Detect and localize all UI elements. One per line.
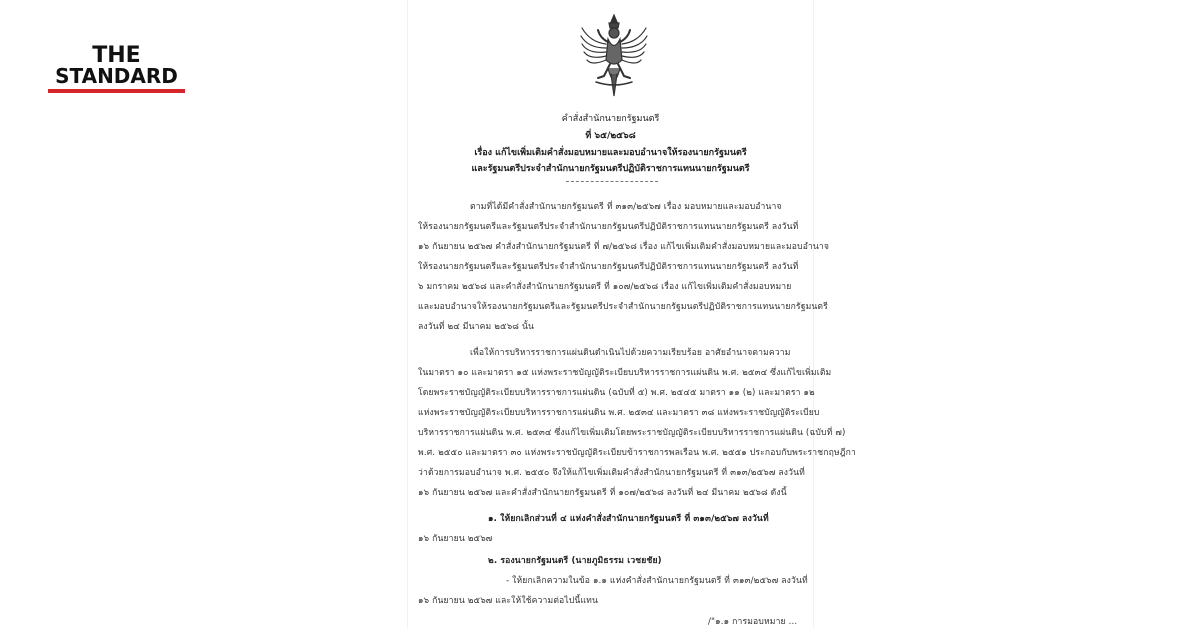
paragraph-2-line: เพื่อให้การบริหารราชการแผ่นดินดำเนินไปด้วยความเรียบร้อย อาศัยอำนาจตามความ xyxy=(470,348,791,358)
paragraph-2-line: ในมาตรา ๑๐ และมาตรา ๑๕ แห่งพระราชบัญญัติระเบียบบริหารราชการแผ่นดิน พ.ศ. ๒๕๓๔ ซึ่งแก้ไขเพิ่มเติม xyxy=(418,368,832,378)
item-1-continuation: ๑๖ กันยายน ๒๕๖๗ xyxy=(418,534,493,544)
brand-logo xyxy=(48,43,185,93)
page-continuation: /"๑.๑ การมอบหมาย ... xyxy=(708,617,798,627)
order-title: คำสั่งสำนักนายกรัฐมนตรี xyxy=(561,114,660,124)
garuda-emblem-icon xyxy=(578,12,650,98)
paragraph-2-line: แห่งพระราชบัญญัติระเบียบบริหารราชการแผ่นดิน พ.ศ. ๒๕๓๔ และมาตรา ๓๘ แห่งพระราชบัญญัติระเบียบ xyxy=(418,408,820,418)
brand-line-1: THE xyxy=(92,43,141,68)
paragraph-2-line: บริหารราชการแผ่นดิน พ.ศ. ๒๕๓๔ ซึ่งแก้ไขเพิ่มเติมโดยพระราชบัญญัติระเบียบบริหารราชการแผ่นดิน (ฉบับที่ ๗) xyxy=(418,428,846,438)
paragraph-1-line: ๖ มกราคม ๒๕๖๘ และคำสั่งสำนักนายกรัฐมนตรี ที่ ๑๐๗/๒๕๖๘ เรื่อง แก้ไขเพิ่มเติมคำสั่งมอบหมาย xyxy=(418,282,792,292)
paragraph-1-line: ให้รองนายกรัฐมนตรีและรัฐมนตรีประจำสำนักนายกรัฐมนตรีปฏิบัติราชการแทนนายกรัฐมนตรี ลงวันที่ xyxy=(418,222,799,232)
order-subject-2: และรัฐมนตรีประจำสำนักนายกรัฐมนตรีปฏิบัติราชการแทนนายกรัฐมนตรี xyxy=(471,164,750,174)
item-1-title: ๑. ให้ยกเลิกส่วนที่ ๔ แห่งคำสั่งสำนักนายกรัฐมนตรี ที่ ๓๑๓/๒๕๖๗ ลงวันที่ xyxy=(488,514,769,524)
paragraph-1-line: ตามที่ได้มีคำสั่งสำนักนายกรัฐมนตรี ที่ ๓๑๓/๒๕๖๗ เรื่อง มอบหมายและมอบอำนาจ xyxy=(470,202,782,212)
item-2-line: - ให้ยกเลิกความในข้อ ๑.๑ แห่งคำสั่งสำนักนายกรัฐมนตรี ที่ ๓๑๓/๒๕๖๗ ลงวันที่ xyxy=(506,576,808,586)
item-2-title: ๒. รองนายกรัฐมนตรี (นายภูมิธรรม เวชยชัย) xyxy=(488,556,662,566)
heading-separator xyxy=(566,181,658,182)
paragraph-2-line: โดยพระราชบัญญัติระเบียบบริหารราชการแผ่นดิน (ฉบับที่ ๕) พ.ศ. ๒๕๔๕ มาตรา ๑๑ (๒) และมาตรา ๑๒ xyxy=(418,388,815,398)
order-subject-1: เรื่อง แก้ไขเพิ่มเติมคำสั่งมอบหมายและมอบอำนาจให้รองนายกรัฐมนตรี xyxy=(474,148,747,158)
brand-line-2: STANDARD xyxy=(55,64,178,88)
paragraph-2-line: ว่าด้วยการมอบอำนาจ พ.ศ. ๒๕๕๐ จึงให้แก้ไขเพิ่มเติมคำสั่งสำนักนายกรัฐมนตรี ที่ ๓๑๓/๒๕๖๗ ลงวันที่ xyxy=(418,468,805,478)
document-page xyxy=(408,0,856,628)
order-number: ที่ ๖๕/๒๕๖๘ xyxy=(585,131,636,141)
paragraph-1-line: ลงวันที่ ๒๔ มีนาคม ๒๕๖๘ นั้น xyxy=(418,322,535,332)
paragraph-1-line: และมอบอำนาจให้รองนายกรัฐมนตรีและรัฐมนตรีประจำสำนักนายกรัฐมนตรีปฏิบัติราชการแทนนายกรัฐมนตรี xyxy=(418,302,828,312)
brand-underline xyxy=(48,89,185,93)
item-2-line: ๑๖ กันยายน ๒๕๖๗ และให้ใช้ความต่อไปนี้แทน xyxy=(418,596,598,606)
paragraph-1-line: ให้รองนายกรัฐมนตรีและรัฐมนตรีประจำสำนักนายกรัฐมนตรีปฏิบัติราชการแทนนายกรัฐมนตรี ลงวันที่ xyxy=(418,262,799,272)
paragraph-2-line: ๑๖ กันยายน ๒๕๖๗ และคำสั่งสำนักนายกรัฐมนตรี ที่ ๑๐๗/๒๕๖๘ ลงวันที่ ๒๔ มีนาคม ๒๕๖๘ ดังนี้ xyxy=(418,488,787,498)
paragraph-1-line: ๑๖ กันยายน ๒๕๖๗ คำสั่งสำนักนายกรัฐมนตรี ที่ ๗/๒๕๖๘ เรื่อง แก้ไขเพิ่มเติมคำสั่งมอบหมายและมอบอำนาจ xyxy=(418,242,830,252)
paragraph-2-line: พ.ศ. ๒๕๕๐ และมาตรา ๓๐ แห่งพระราชบัญญัติระเบียบข้าราชการพลเรือน พ.ศ. ๒๕๕๑ ประกอบกับพระราชกฤษฎีกา xyxy=(418,448,856,458)
